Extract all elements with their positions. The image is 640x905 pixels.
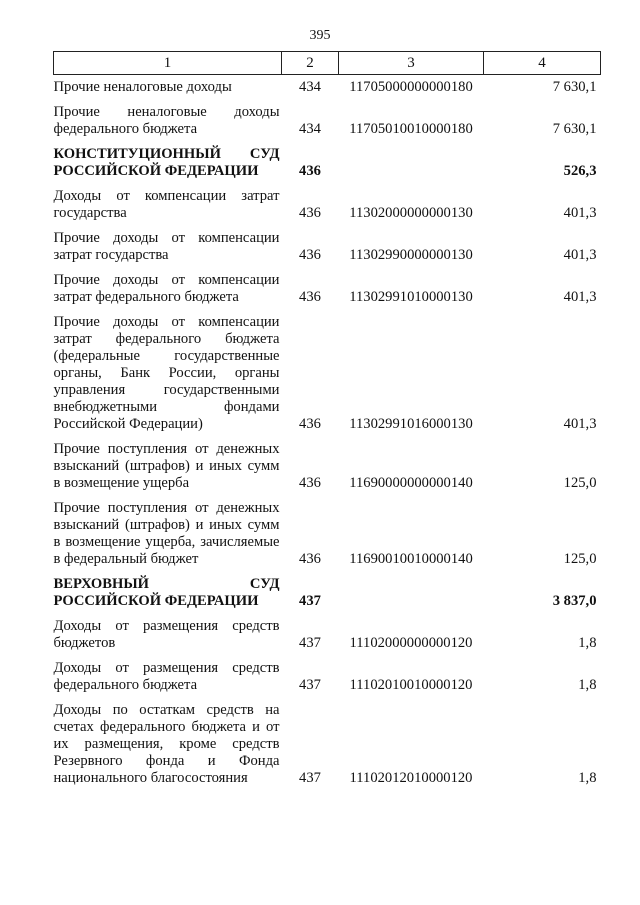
row-revenue-code-cell: 11102010010000120 xyxy=(349,677,473,693)
row-name-cell: КОНСТИТУЦИОННЫЙ СУД РОССИЙСКОЙ ФЕДЕРАЦИИ xyxy=(53,146,280,179)
row-revenue-code-cell: 11302990000000130 xyxy=(349,247,473,263)
row-amount-cell: 1,8 xyxy=(578,770,597,786)
row-amount-cell: 401,3 xyxy=(563,289,597,305)
row-name-cell: Прочие доходы от компенсации затрат государства xyxy=(53,230,280,263)
row-admin-code-cell: 437 xyxy=(299,770,321,786)
table-body xyxy=(54,75,601,788)
table-header-row xyxy=(54,52,601,75)
table-row xyxy=(54,652,601,694)
row-amount-cell: 1,8 xyxy=(578,635,597,651)
row-name-cell: Прочие поступления от денежных взысканий (штрафов) и иных сумм в возмещение ущерба xyxy=(53,441,280,491)
row-amount-cell: 401,3 xyxy=(563,205,597,221)
row-name-cell: Доходы от размещения средств федерального бюджета xyxy=(53,660,280,693)
row-revenue-code-cell: 11690000000000140 xyxy=(349,475,473,491)
column-header-4: 4 xyxy=(484,52,601,75)
row-amount-cell: 1,8 xyxy=(578,677,597,693)
row-amount-cell: 526,3 xyxy=(563,163,597,179)
row-amount-cell: 3 837,0 xyxy=(552,593,597,609)
table-row xyxy=(54,96,601,138)
table-row xyxy=(54,180,601,222)
row-name-cell: Прочие неналоговые доходы федерального бюджета xyxy=(53,104,280,137)
row-admin-code-cell: 436 xyxy=(299,163,321,179)
table-row xyxy=(54,264,601,306)
row-revenue-code-cell: 11705000000000180 xyxy=(349,79,473,95)
row-name-cell: Прочие доходы от компенсации затрат федерального бюджета xyxy=(53,272,280,305)
row-admin-code-cell: 436 xyxy=(299,289,321,305)
row-revenue-code-cell: 11302991016000130 xyxy=(349,416,473,432)
column-header-3: 3 xyxy=(339,52,484,75)
row-revenue-code-cell: 11302991010000130 xyxy=(349,289,473,305)
row-admin-code-cell: 437 xyxy=(299,677,321,693)
row-admin-code-cell: 436 xyxy=(299,205,321,221)
row-admin-code-cell: 436 xyxy=(299,551,321,567)
row-revenue-code-cell xyxy=(339,138,484,180)
row-admin-code-cell: 437 xyxy=(299,593,321,609)
table-row xyxy=(54,75,601,97)
table-row xyxy=(54,694,601,787)
row-name-cell: Доходы от компенсации затрат государства xyxy=(53,188,280,221)
row-amount-cell: 125,0 xyxy=(563,551,597,567)
row-admin-code-cell: 436 xyxy=(299,475,321,491)
table-row xyxy=(54,138,601,180)
row-revenue-code-cell: 11102000000000120 xyxy=(349,635,473,651)
row-revenue-code-cell: 11705010010000180 xyxy=(349,121,473,137)
table-row xyxy=(54,306,601,433)
table-row xyxy=(54,568,601,610)
row-admin-code-cell: 434 xyxy=(299,79,321,95)
row-name-cell: Прочие неналоговые доходы xyxy=(53,79,232,95)
column-header-2: 2 xyxy=(282,52,339,75)
table-row xyxy=(54,433,601,492)
table-row xyxy=(54,610,601,652)
page-number: 395 xyxy=(309,28,331,43)
row-admin-code-cell: 436 xyxy=(299,247,321,263)
row-amount-cell: 7 630,1 xyxy=(552,79,597,95)
row-revenue-code-cell: 11302000000000130 xyxy=(349,205,473,221)
row-amount-cell: 7 630,1 xyxy=(552,121,597,137)
row-name-cell: Прочие поступления от денежных взысканий (штрафов) и иных сумм в возмещение ущерба, зачисляемые в федеральный бюджет xyxy=(53,500,280,567)
row-name-cell: ВЕРХОВНЫЙ СУД РОССИЙСКОЙ ФЕДЕРАЦИИ xyxy=(53,576,280,609)
row-revenue-code-cell: 11690010010000140 xyxy=(349,551,473,567)
column-header-1: 1 xyxy=(54,52,282,75)
row-revenue-code-cell: 11102012010000120 xyxy=(349,770,473,786)
row-name-cell: Доходы по остаткам средств на счетах федерального бюджета и от их размещения, кроме средств Резервного фонда и Фонда национального благосостояния xyxy=(53,702,280,786)
row-name-cell: Прочие доходы от компенсации затрат федерального бюджета (федеральные государственные органы, Банк России, органы управления государственными внебюджетными фондами Российской Федерации) xyxy=(53,314,280,432)
budget-table xyxy=(53,51,601,787)
row-admin-code-cell: 436 xyxy=(299,416,321,432)
row-amount-cell: 401,3 xyxy=(563,416,597,432)
row-name-cell: Доходы от размещения средств бюджетов xyxy=(53,618,280,651)
table-row xyxy=(54,222,601,264)
row-admin-code-cell: 437 xyxy=(299,635,321,651)
row-admin-code-cell: 434 xyxy=(299,121,321,137)
row-revenue-code-cell xyxy=(339,568,484,610)
table-row xyxy=(54,492,601,568)
row-amount-cell: 125,0 xyxy=(563,475,597,491)
row-amount-cell: 401,3 xyxy=(563,247,597,263)
